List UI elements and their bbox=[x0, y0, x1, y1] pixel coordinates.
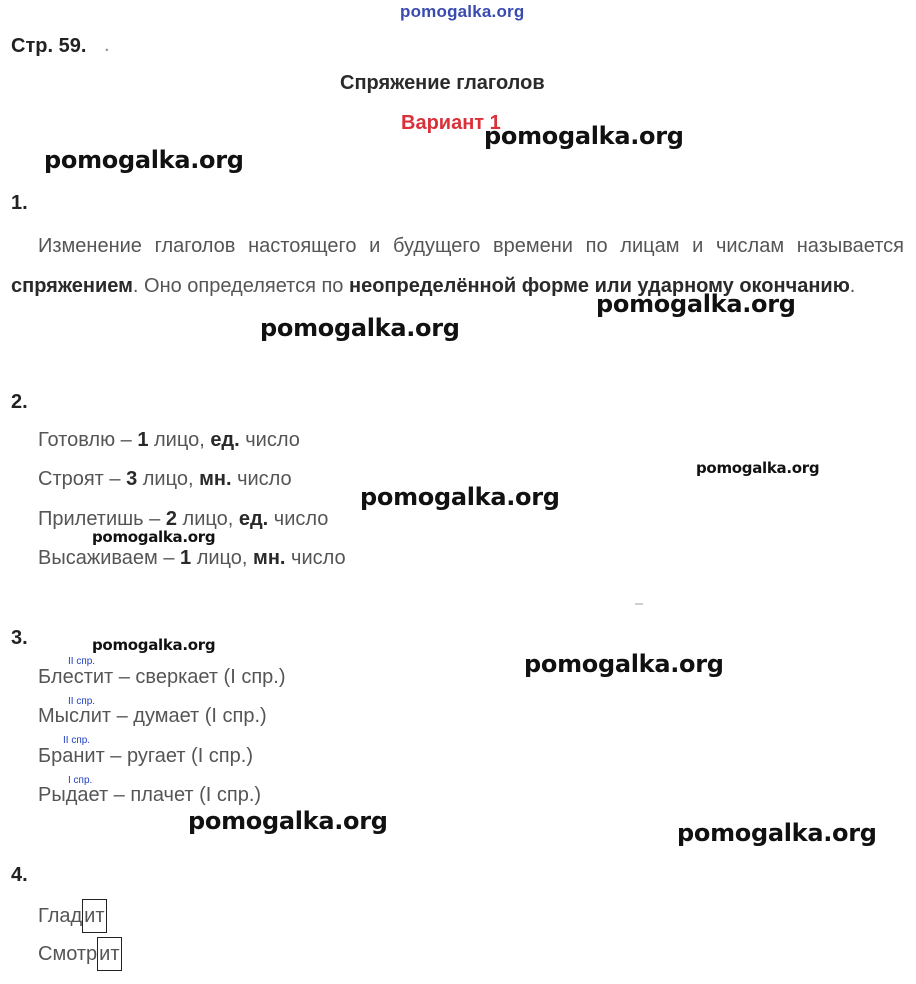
task-2-line bbox=[38, 429, 300, 452]
task-4-number: 4. bbox=[11, 864, 28, 886]
line-person: 1 bbox=[137, 429, 149, 451]
line-mid: лицо, bbox=[191, 547, 254, 569]
watermark: pomogalka.org bbox=[524, 650, 724, 678]
watermark: pomogalka.org bbox=[360, 483, 560, 511]
line-word: Прилетишь – bbox=[38, 508, 166, 530]
line-word: Готовлю – bbox=[38, 429, 138, 451]
task-3-line: Блестит – сверкает (I спр.) bbox=[38, 666, 286, 688]
line-count: мн. bbox=[199, 468, 232, 490]
scan-speck bbox=[635, 603, 643, 605]
word-stem: Глад bbox=[38, 905, 83, 927]
conjugation-note: II спр. bbox=[63, 735, 91, 746]
line-count: ед. bbox=[238, 508, 269, 530]
line-word: Строят – bbox=[38, 468, 127, 490]
line-count: мн. bbox=[253, 547, 286, 569]
top-site-watermark: pomogalka.org bbox=[400, 2, 525, 21]
line-mid: лицо, bbox=[148, 429, 211, 451]
line-count: ед. bbox=[210, 429, 240, 451]
task-3-line: Бранит – ругает (I спр.) bbox=[38, 745, 253, 767]
line-person: 3 bbox=[126, 468, 138, 490]
task-1-text-2: . Оно определяется по bbox=[132, 275, 349, 297]
word-ending-box: ит bbox=[82, 899, 106, 933]
watermark: pomogalka.org bbox=[92, 636, 216, 654]
watermark: pomogalka.org bbox=[484, 122, 684, 150]
task-1-text-3: . bbox=[849, 275, 856, 297]
task-3-line: Рыдает – плачет (I спр.) bbox=[38, 784, 262, 806]
line-word: Высаживаем – bbox=[38, 547, 181, 569]
watermark: pomogalka.org bbox=[260, 314, 460, 342]
line-person: 1 bbox=[180, 547, 192, 569]
watermark: pomogalka.org bbox=[596, 290, 796, 318]
task-1-number: 1. bbox=[11, 192, 28, 214]
task-4-word bbox=[38, 937, 122, 971]
task-2-number: 2. bbox=[11, 391, 28, 413]
watermark: pomogalka.org bbox=[188, 807, 388, 835]
line-mid: лицо, bbox=[137, 468, 200, 490]
task-3-line: Мыслит – думает (I спр.) bbox=[38, 705, 267, 727]
line-end: число bbox=[285, 547, 346, 569]
task-4-word bbox=[38, 899, 107, 933]
task-1-bold-2: неопределённой форме или ударному окончанию bbox=[348, 275, 850, 297]
page-title: Спряжение глаголов bbox=[340, 72, 545, 94]
variant-label: Вариант 1 bbox=[401, 112, 501, 134]
task-1-bold-1: спряжением bbox=[11, 275, 133, 297]
watermark: pomogalka.org bbox=[92, 528, 216, 546]
task-2-line bbox=[38, 468, 292, 491]
conjugation-note: I спр. bbox=[68, 775, 93, 786]
line-mid: лицо, bbox=[176, 508, 239, 530]
watermark: pomogalka.org bbox=[677, 819, 877, 847]
page-dot: . bbox=[104, 34, 110, 56]
line-end: число bbox=[239, 429, 300, 451]
conjugation-note: II спр. bbox=[68, 656, 96, 667]
word-stem: Смотр bbox=[38, 943, 98, 965]
word-ending-box: ит bbox=[97, 937, 121, 971]
page-number: Стр. 59. bbox=[11, 35, 87, 57]
task-2-line bbox=[38, 547, 346, 570]
watermark: pomogalka.org bbox=[44, 146, 244, 174]
task-1-text-1: Изменение глаголов настоящего и будущего времени по лицам и числам называется bbox=[38, 235, 904, 257]
task-3-number: 3. bbox=[11, 627, 28, 649]
line-end: число bbox=[268, 508, 329, 530]
watermark: pomogalka.org bbox=[696, 459, 820, 477]
line-person: 2 bbox=[165, 508, 177, 530]
conjugation-note: II спр. bbox=[68, 696, 96, 707]
line-end: число bbox=[231, 468, 292, 490]
